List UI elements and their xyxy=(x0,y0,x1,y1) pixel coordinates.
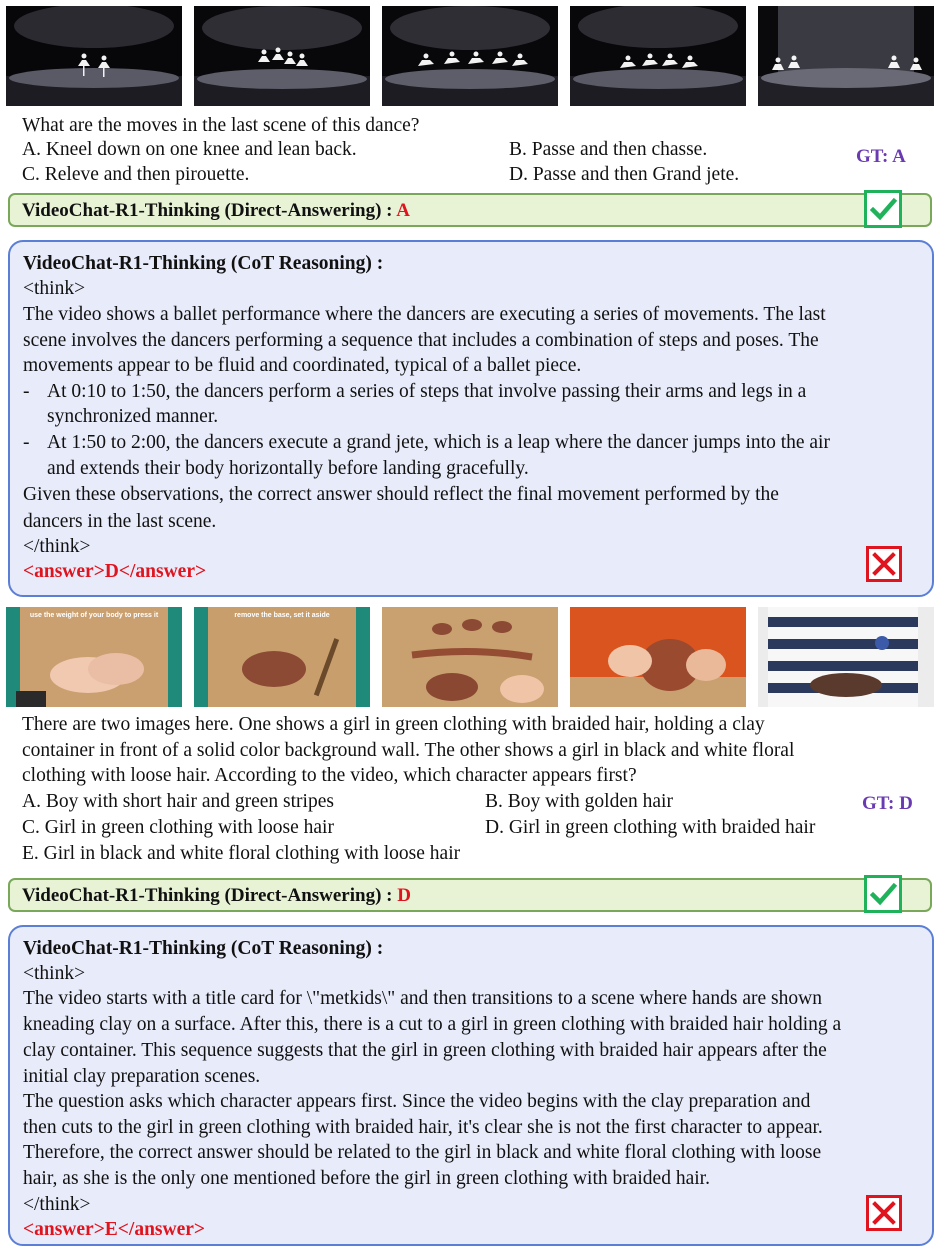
cot-text-line: Given these observations, the correct answer should reflect the final movement performed by the xyxy=(23,484,779,505)
cot-answer-2: <answer>E</answer> xyxy=(23,1219,206,1240)
cot-text-line: The video starts with a title card for \"metkids\" and then transitions to a scene where hands are shown xyxy=(23,988,822,1009)
bullet-dash: - xyxy=(23,432,30,453)
cot-reasoning-box-2 xyxy=(8,925,934,1246)
cot-reasoning-box-1 xyxy=(8,240,934,597)
cot-bullet-line: At 1:50 to 2:00, the dancers execute a grand jete, which is a leap where the dancer jumps into the air xyxy=(47,432,830,453)
option-2d: D. Girl in green clothing with braided hair xyxy=(485,817,816,838)
think-open-2: <think> xyxy=(23,963,86,984)
video-frame-3 xyxy=(382,6,558,106)
cot-text-line: then cuts to the girl in green clothing with braided hair, it's clear she is not the first character to appear. xyxy=(23,1117,823,1138)
video-frame-10 xyxy=(758,607,934,707)
option-2a: A. Boy with short hair and green stripes xyxy=(22,791,334,812)
video-frame-8 xyxy=(382,607,558,707)
cot-text-line: Therefore, the correct answer should be related to the girl in black and white floral clothing with loose xyxy=(23,1142,822,1163)
video-frame-7 xyxy=(194,607,370,707)
option-1b: B. Passe and then chasse. xyxy=(509,139,708,160)
cot-text-line: initial clay preparation scenes. xyxy=(23,1066,261,1087)
direct-answer-value-2: D xyxy=(397,885,411,906)
correct-check-icon xyxy=(864,875,902,913)
cot-text-line: scene involves the dancers performing a sequence that includes a combination of steps and poses. The xyxy=(23,330,819,351)
cot-text-line: The question asks which character appears first. Since the video begins with the clay preparation and xyxy=(23,1091,811,1112)
option-2b: B. Boy with golden hair xyxy=(485,791,673,812)
think-close-2: </think> xyxy=(23,1194,91,1215)
wrong-cross-icon xyxy=(866,546,902,582)
option-2c: C. Girl in green clothing with loose hair xyxy=(22,817,334,838)
cot-text-line: kneading clay on a surface. After this, there is a cut to a girl in green clothing with braided hair holding a xyxy=(23,1014,842,1035)
option-1a: A. Kneel down on one knee and lean back. xyxy=(22,139,357,160)
direct-answer-label-2: VideoChat-R1-Thinking (Direct-Answering) : D xyxy=(22,885,411,906)
option-2e: E. Girl in black and white floral clothing with loose hair xyxy=(22,843,461,864)
video-frame-1 xyxy=(6,6,182,106)
video-frame-4 xyxy=(570,6,746,106)
think-close-1: </think> xyxy=(23,536,91,557)
question-2-line: container in front of a solid color background wall. The other shows a girl in black and white floral xyxy=(22,740,795,761)
cot-text-line: movements appear to be fluid and coordinated, typical of a ballet piece. xyxy=(23,355,582,376)
cot-title-2: VideoChat-R1-Thinking (CoT Reasoning) : xyxy=(23,938,384,959)
cot-bullet-line: and extends their body horizontally before landing gracefully. xyxy=(47,458,529,479)
frame-caption-2: remove the base, set it aside xyxy=(234,612,330,619)
clay-frames-strip xyxy=(6,607,934,707)
cot-bullet-line: synchronized manner. xyxy=(47,406,219,427)
wrong-cross-icon xyxy=(866,1195,902,1231)
cot-text-line: The video shows a ballet performance where the dancers are executing a series of movements. The last xyxy=(23,304,826,325)
option-1d: D. Passe and then Grand jete. xyxy=(509,164,740,185)
direct-answer-value-1: A xyxy=(396,200,410,221)
question-2-line: clothing with loose hair. According to the video, which character appears first? xyxy=(22,765,637,786)
question-2-line: There are two images here. One shows a girl in green clothing with braided hair, holding a clay xyxy=(22,714,765,735)
video-frame-5 xyxy=(758,6,934,106)
think-open-1: <think> xyxy=(23,278,86,299)
correct-check-icon xyxy=(864,190,902,228)
cot-bullet-line: At 0:10 to 1:50, the dancers perform a series of steps that involve passing their arms and legs in a xyxy=(47,381,807,402)
direct-answer-label-1: VideoChat-R1-Thinking (Direct-Answering) : A xyxy=(22,200,410,221)
cot-text-line: hair, as she is the only one mentioned before the girl in green clothing with braided hair. xyxy=(23,1168,710,1189)
cot-title-1: VideoChat-R1-Thinking (CoT Reasoning) : xyxy=(23,253,384,274)
question-1: What are the moves in the last scene of this dance? xyxy=(22,115,420,136)
video-frame-2 xyxy=(194,6,370,106)
cot-text-line: dancers in the last scene. xyxy=(23,511,217,532)
ground-truth-1: GT: A xyxy=(856,146,906,167)
option-1c: C. Releve and then pirouette. xyxy=(22,164,250,185)
video-frame-9 xyxy=(570,607,746,707)
frame-caption-1: use the weight of your body to press it xyxy=(29,612,159,619)
cot-text-line: clay container. This sequence suggests that the girl in green clothing with braided hair appears after the xyxy=(23,1040,827,1061)
direct-answer-box-2 xyxy=(8,878,932,912)
ballet-frames-strip xyxy=(6,6,934,106)
bullet-dash: - xyxy=(23,381,30,402)
video-frame-6 xyxy=(6,607,182,707)
ground-truth-2: GT: D xyxy=(862,793,913,814)
cot-answer-1: <answer>D</answer> xyxy=(23,561,207,582)
direct-answer-box-1 xyxy=(8,193,932,227)
